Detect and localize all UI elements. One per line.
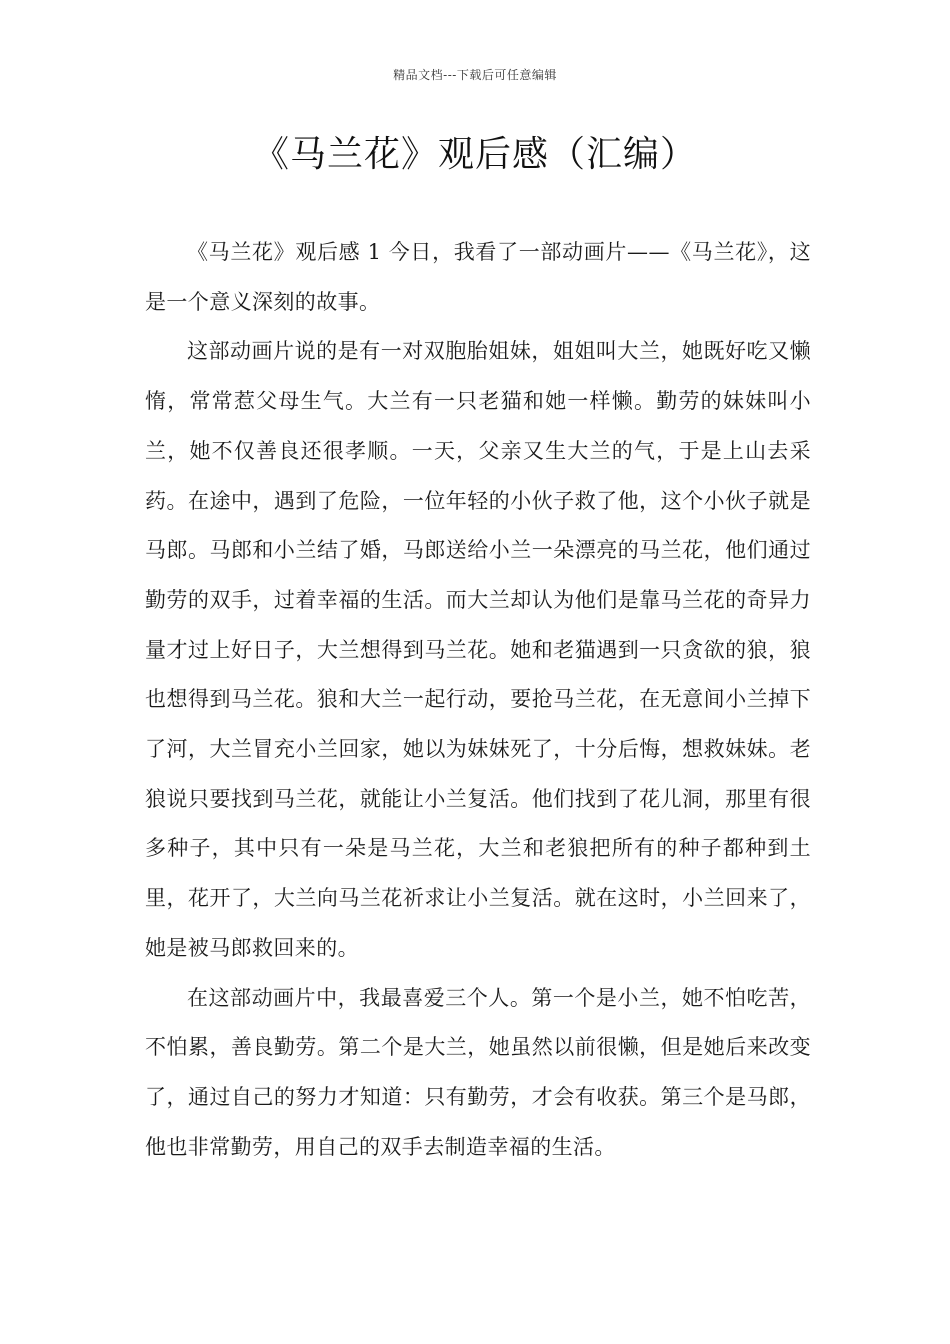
paragraph: 这部动画片说的是有一对双胞胎姐妹，姐姐叫大兰，她既好吃又懒惰，常常惹父母生气。大兰有一只老猫和她一样懒。勤劳的妹妹叫小兰，她不仅善良还很孝顺。一天，父亲又生大兰的气，于是上山去采药。在途中，遇到了危险，一位年轻的小伙子救了他，这个小伙子就是马郎。马郎和小兰结了婚，马郎送给小兰一朵漂亮的马兰花，他们通过勤劳的双手，过着幸福的生活。而大兰却认为他们是靠马兰花的奇异力量才过上好日子，大兰想得到马兰花。她和老猫遇到一只贪欲的狼，狼也想得到马兰花。狼和大兰一起行动，要抢马兰花，在无意间小兰掉下了河，大兰冒充小兰回家，她以为妹妹死了，十分后悔，想救妹妹。老狼说只要找到马兰花，就能让小兰复活。他们找到了花儿洞，那里有很多种子，其中只有一朵是马兰花，大兰和老狼把所有的种子都种到土里，花开了，大兰向马兰花祈求让小兰复活。就在这时，小兰回来了，她是被马郎救回来的。: [145, 339, 811, 960]
header-note: 精品文档---下载后可任意编辑: [393, 68, 557, 82]
paragraph: 《马兰花》观后感 1 今日，我看了一部动画片——《马兰花》，这是一个意义深刻的故事。: [145, 240, 811, 314]
document-title: 《马兰花》观后感（汇编）: [252, 134, 697, 175]
document-body: [145, 228, 811, 1172]
paragraph: 在这部动画片中，我最喜爱三个人。第一个是小兰，她不怕吃苦，不怕累，善良勤劳。第二个是大兰，她虽然以前很懒，但是她后来改变了，通过自己的努力才知道：只有勤劳，才会有收获。第三个是马郎，他也非常勤劳，用自己的双手去制造幸福的生活。: [145, 985, 811, 1159]
